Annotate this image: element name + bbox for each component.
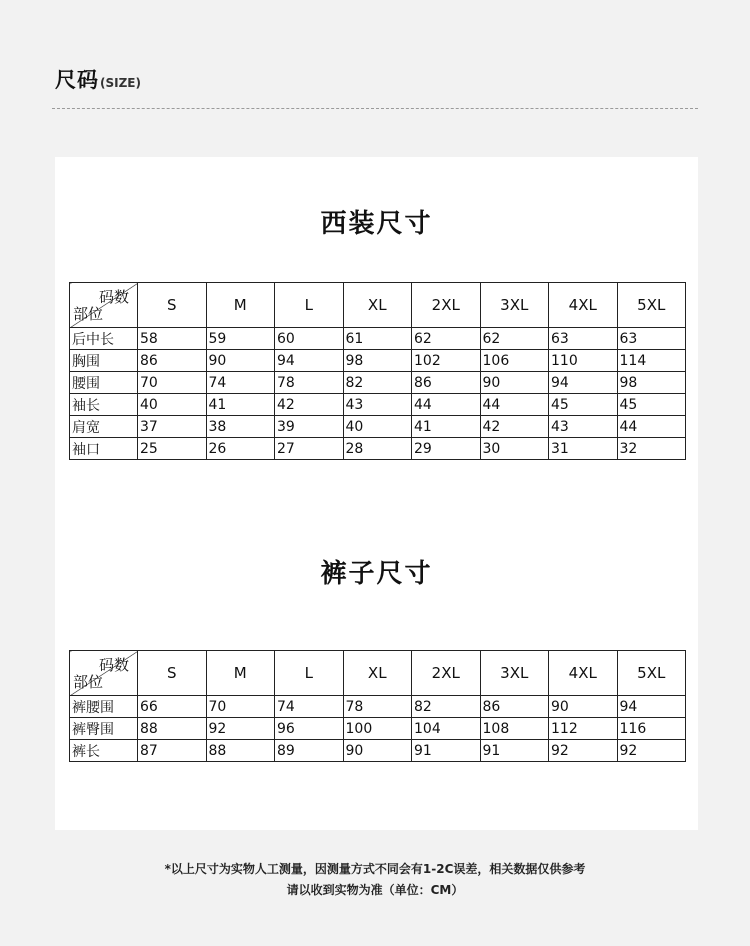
measurement-value-cell: 44 [617,416,686,438]
measurement-value-cell: 92 [549,740,618,762]
measurement-value-cell: 45 [549,394,618,416]
pants-size-table [69,650,686,762]
measurement-value-cell: 44 [412,394,481,416]
measurement-value-cell: 37 [138,416,207,438]
size-header-cell: XL [343,651,412,696]
size-header-cell: S [138,651,207,696]
corner-header-cell [70,651,138,696]
footer-unit-note: 请以收到实物为准（单位：CM） [286,883,464,897]
size-header-cell: L [275,651,344,696]
section-header [55,64,141,94]
measurement-value-cell: 91 [480,740,549,762]
header-row [70,283,686,328]
measurement-value-cell: 29 [412,438,481,460]
measurement-label-cell: 后中长 [70,328,138,350]
measurement-value-cell: 28 [343,438,412,460]
table-row [70,718,686,740]
size-header-cell: 5XL [617,651,686,696]
measurement-value-cell: 112 [549,718,618,740]
measurement-value-cell: 70 [138,372,207,394]
size-header-cell: 4XL [549,283,618,328]
size-chart-panel [55,157,698,830]
measurement-value-cell: 62 [412,328,481,350]
table-row [70,696,686,718]
suit-size-title: 西装尺寸 [320,209,433,239]
header-row [70,651,686,696]
measurement-value-cell: 44 [480,394,549,416]
measurement-label-cell: 肩宽 [70,416,138,438]
measurement-value-cell: 90 [206,350,275,372]
measurement-value-cell: 106 [480,350,549,372]
measurement-value-cell: 39 [275,416,344,438]
measurement-value-cell: 38 [206,416,275,438]
measurement-value-cell: 40 [138,394,207,416]
corner-size-label: 码数 [98,656,129,674]
corner-part-label: 部位 [73,305,104,323]
measurement-value-cell: 26 [206,438,275,460]
measurement-value-cell: 63 [549,328,618,350]
table-row [70,372,686,394]
measurement-label-cell: 裤长 [70,740,138,762]
measurement-value-cell: 27 [275,438,344,460]
measurement-value-cell: 86 [412,372,481,394]
measurement-value-cell: 104 [412,718,481,740]
measurement-value-cell: 74 [275,696,344,718]
measurement-value-cell: 74 [206,372,275,394]
table-row [70,328,686,350]
footer-note: *以上尺寸为实物人工测量，因测量方式不同会有1-2C误差，相关数据仅供参考 [164,862,586,876]
measurement-value-cell: 45 [617,394,686,416]
size-header-cell: 4XL [549,651,618,696]
measurement-value-cell: 61 [343,328,412,350]
size-header-cell: 2XL [412,651,481,696]
suit-size-table [69,282,686,460]
measurement-value-cell: 60 [275,328,344,350]
measurement-value-cell: 114 [617,350,686,372]
corner-header-cell [70,283,138,328]
measurement-value-cell: 86 [138,350,207,372]
table-row [70,438,686,460]
size-header-cell: 5XL [617,283,686,328]
measurement-value-cell: 43 [343,394,412,416]
measurement-value-cell: 78 [275,372,344,394]
measurement-value-cell: 94 [617,696,686,718]
measurement-value-cell: 43 [549,416,618,438]
table-row [70,740,686,762]
measurement-value-cell: 40 [343,416,412,438]
measurement-value-cell: 31 [549,438,618,460]
measurement-value-cell: 92 [617,740,686,762]
size-header-cell: 2XL [412,283,481,328]
measurement-value-cell: 25 [138,438,207,460]
measurement-value-cell: 42 [275,394,344,416]
size-header-cell: S [138,283,207,328]
measurement-value-cell: 94 [275,350,344,372]
measurement-value-cell: 86 [480,696,549,718]
corner-part-label: 部位 [73,673,104,691]
measurement-value-cell: 41 [412,416,481,438]
measurement-value-cell: 82 [343,372,412,394]
pants-size-title: 裤子尺寸 [320,559,433,589]
size-header-cell: L [275,283,344,328]
measurement-label-cell: 裤腰围 [70,696,138,718]
measurement-value-cell: 91 [412,740,481,762]
measurement-value-cell: 59 [206,328,275,350]
measurement-value-cell: 63 [617,328,686,350]
measurement-value-cell: 30 [480,438,549,460]
table-row [70,350,686,372]
measurement-value-cell: 110 [549,350,618,372]
measurement-value-cell: 41 [206,394,275,416]
table-row [70,416,686,438]
header-title: 尺码 [55,68,99,92]
measurement-value-cell: 70 [206,696,275,718]
measurement-value-cell: 94 [549,372,618,394]
measurement-label-cell: 胸围 [70,350,138,372]
measurement-value-cell: 87 [138,740,207,762]
measurement-value-cell: 88 [138,718,207,740]
measurement-value-cell: 100 [343,718,412,740]
measurement-label-cell: 袖口 [70,438,138,460]
measurement-value-cell: 78 [343,696,412,718]
measurement-value-cell: 32 [617,438,686,460]
size-header-cell: M [206,283,275,328]
measurement-value-cell: 96 [275,718,344,740]
measurement-value-cell: 102 [412,350,481,372]
size-header-cell: 3XL [480,651,549,696]
measurement-label-cell: 袖长 [70,394,138,416]
size-header-cell: M [206,651,275,696]
measurement-value-cell: 89 [275,740,344,762]
size-header-cell: XL [343,283,412,328]
measurement-value-cell: 98 [343,350,412,372]
measurement-value-cell: 90 [343,740,412,762]
dashed-divider [52,108,698,109]
measurement-value-cell: 92 [206,718,275,740]
measurement-label-cell: 腰围 [70,372,138,394]
header-subtitle: (SIZE) [100,76,141,90]
measurement-value-cell: 66 [138,696,207,718]
measurement-value-cell: 98 [617,372,686,394]
corner-size-label: 码数 [98,288,129,306]
measurement-value-cell: 90 [549,696,618,718]
table-row [70,394,686,416]
measurement-value-cell: 82 [412,696,481,718]
measurement-value-cell: 108 [480,718,549,740]
measurement-value-cell: 88 [206,740,275,762]
measurement-value-cell: 58 [138,328,207,350]
size-header-cell: 3XL [480,283,549,328]
measurement-value-cell: 90 [480,372,549,394]
measurement-value-cell: 62 [480,328,549,350]
measurement-value-cell: 42 [480,416,549,438]
measurement-value-cell: 116 [617,718,686,740]
measurement-label-cell: 裤臀围 [70,718,138,740]
